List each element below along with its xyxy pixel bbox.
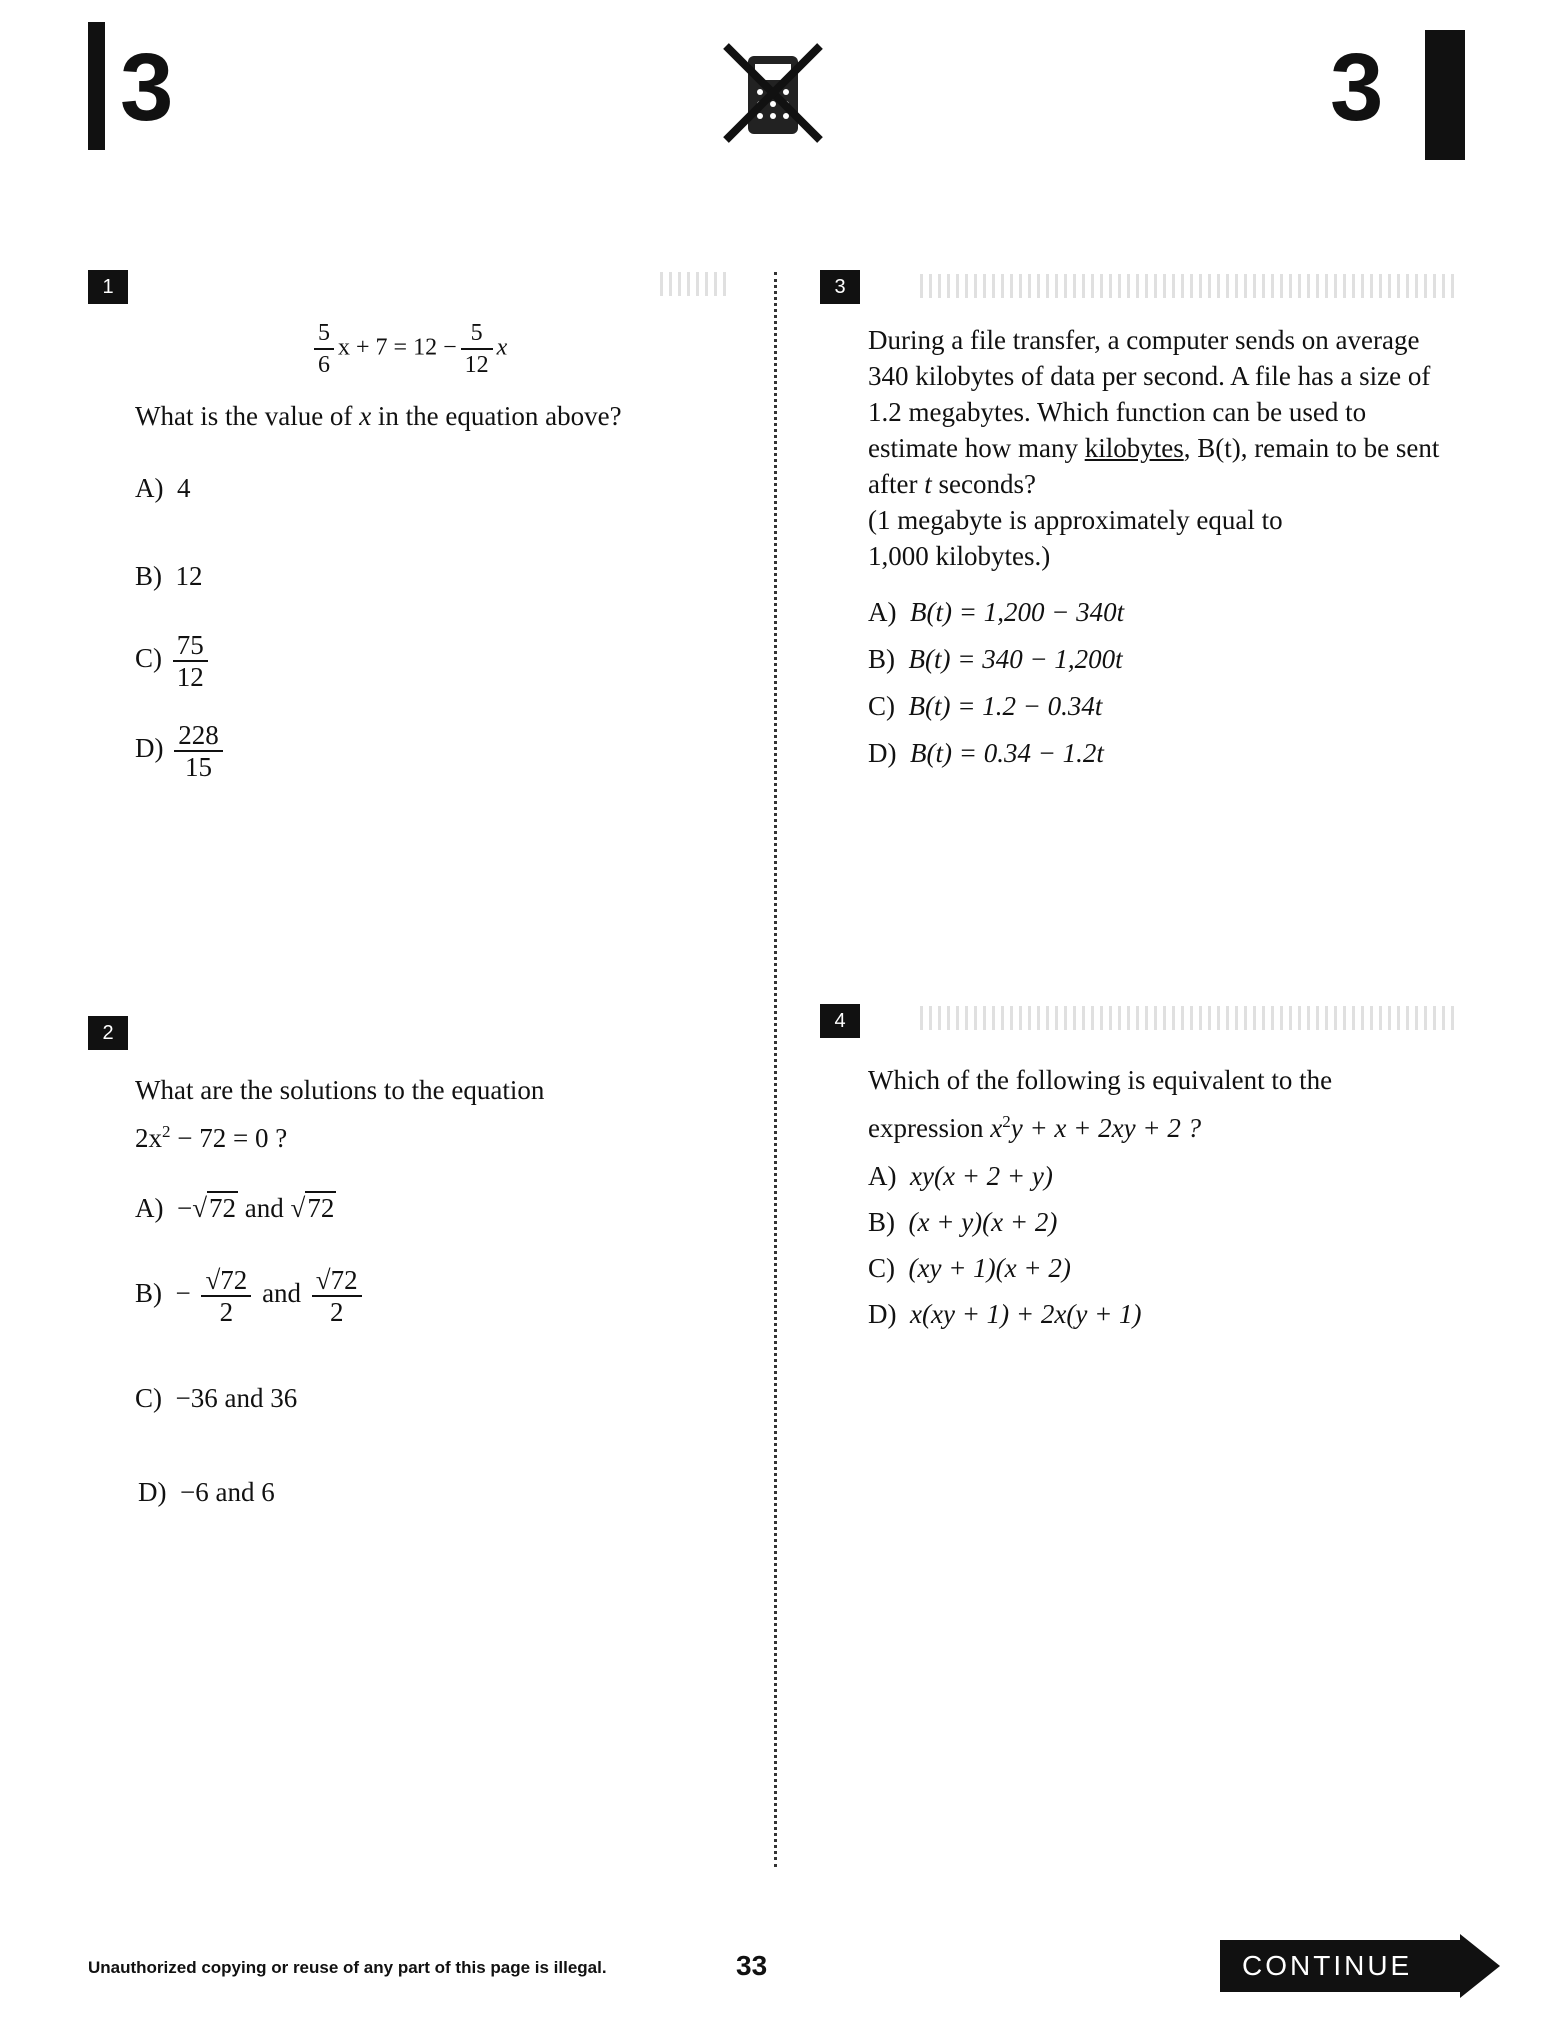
page-number: 33 <box>736 1950 768 1981</box>
q4-choice-d[interactable]: D) x(xy + 1) + 2x(y + 1) <box>868 1299 1142 1329</box>
q1-choice-b[interactable]: B) 12 <box>135 561 203 591</box>
scan-noise <box>660 272 730 296</box>
section-number-left: 3 <box>120 34 174 141</box>
q1-choice-d[interactable]: D) $\frac{228}{15}$ <box>135 720 227 782</box>
q3-prompt: During a file transfer, a computer sends on average 340 kilobytes of data per second. A file has a size of 1.2 megabytes. Which function can be used to estimate how many kilobytes, B(t), remain to be sent after t seconds? (1 megabyte is approximately equal to 1,000 kilobytes.) <box>868 325 1440 571</box>
continue-button[interactable]: CONTINUE <box>1220 1940 1460 1992</box>
q4-choice-a[interactable]: A) xy(x + 2 + y) <box>868 1161 1053 1191</box>
scan-noise <box>920 1006 1460 1030</box>
q1-choice-a[interactable]: A) 4 <box>135 473 191 503</box>
q4-choice-c[interactable]: C) (xy + 1)(x + 2) <box>868 1253 1071 1283</box>
question-number-badge: 1 <box>88 270 128 304</box>
scan-noise <box>920 274 1460 298</box>
q4-prompt-line2: expression $x^2y + x + 2xy + 2$ ? <box>868 1112 1202 1143</box>
q3-choice-b[interactable]: B) B(t) = 340 − 1,200t <box>868 644 1123 674</box>
q2-choice-c[interactable]: C) −36 and 36 <box>135 1383 298 1413</box>
q2-prompt-line2: $2x^2 - 72 = 0$ ? <box>135 1122 288 1153</box>
copyright-notice: Unauthorized copying or reuse of any part of this page is illegal. <box>88 1958 607 1977</box>
question-number-badge: 4 <box>820 1004 860 1038</box>
q2-choice-b[interactable]: B) − $\frac{√72}{2}$ and $\frac{√72}{2}$ <box>135 1265 366 1327</box>
section-bar-left <box>88 22 105 150</box>
q2-choice-d[interactable]: D) −6 and 6 <box>138 1477 275 1507</box>
question-number-badge: 2 <box>88 1016 128 1050</box>
section-number-right: 3 <box>1330 34 1384 141</box>
q3-choice-a[interactable]: A) B(t) = 1,200 − 340t <box>868 597 1125 627</box>
q2-prompt-line1: What are the solutions to the equation <box>135 1075 545 1105</box>
q1-equation: $\frac{5}{6}$ x + 7 = 12 − $\frac{5}{12}$ x <box>310 318 507 380</box>
section-bar-right <box>1425 30 1465 160</box>
q4-prompt-line1: Which of the following is equivalent to the <box>868 1065 1333 1095</box>
no-calculator-icon <box>718 38 828 148</box>
column-divider <box>774 272 777 1867</box>
q1-prompt: What is the value of x in the equation above? <box>135 401 622 431</box>
q3-choice-d[interactable]: D) B(t) = 0.34 − 1.2t <box>868 738 1104 768</box>
question-number-badge: 3 <box>820 270 860 304</box>
q2-choice-a[interactable]: A) −√72 and √72 <box>135 1193 335 1223</box>
q1-choice-c[interactable]: C) $\frac{75}{12}$ <box>135 630 212 692</box>
q3-choice-c[interactable]: C) B(t) = 1.2 − 0.34t <box>868 691 1103 721</box>
q4-choice-b[interactable]: B) (x + y)(x + 2) <box>868 1207 1058 1237</box>
